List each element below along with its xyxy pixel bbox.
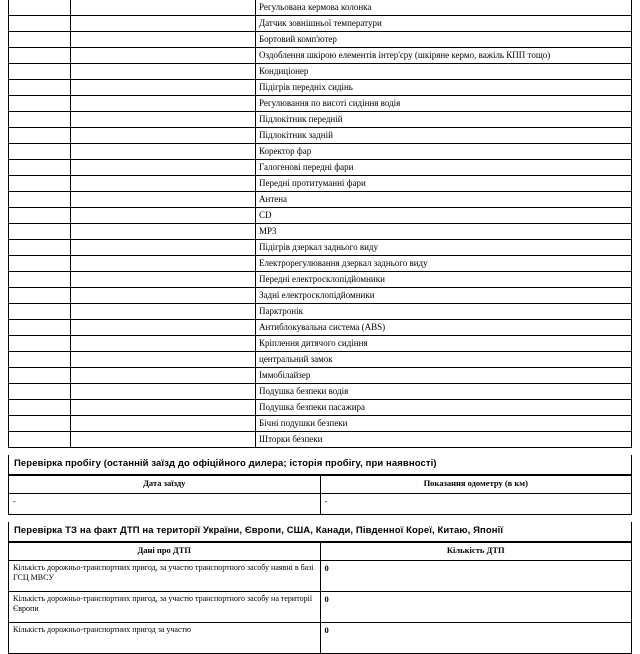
equipment-check-cell[interactable]: [9, 400, 71, 416]
equipment-table-body: [9, 0, 632, 448]
equipment-mid-cell: [71, 352, 256, 368]
equipment-name-cell: Підлокітник задній: [256, 128, 632, 144]
equipment-name-cell: Галогенові передні фари: [256, 160, 632, 176]
equipment-name-cell: Передні протитуманні фари: [256, 176, 632, 192]
equipment-check-cell[interactable]: [9, 336, 71, 352]
equipment-name-cell: Кріплення дитячого сидіння: [256, 336, 632, 352]
table-row: [9, 288, 632, 304]
mileage-section-title: Перевірка пробігу (останній заїзд до офіційного дилера; історія пробігу, при наявності): [14, 458, 437, 469]
equipment-name-cell: Підлокітник передній: [256, 112, 632, 128]
equipment-mid-cell: [71, 32, 256, 48]
table-row: [9, 320, 632, 336]
equipment-mid-cell: [71, 48, 256, 64]
equipment-name-cell: Підігрів передніх сидінь: [256, 80, 632, 96]
table-row: [9, 0, 632, 16]
equipment-mid-cell: [71, 224, 256, 240]
equipment-name-cell: Антена: [256, 192, 632, 208]
equipment-mid-cell: [71, 64, 256, 80]
equipment-name-cell: Регульована кермова колонка: [256, 0, 632, 16]
equipment-mid-cell: [71, 288, 256, 304]
equipment-name-cell: Парктронік: [256, 304, 632, 320]
equipment-mid-cell: [71, 208, 256, 224]
dtp-header-info: Дані про ДТП: [9, 543, 321, 561]
table-row: [9, 48, 632, 64]
equipment-mid-cell: [71, 160, 256, 176]
equipment-check-cell[interactable]: [9, 176, 71, 192]
equipment-mid-cell: [71, 112, 256, 128]
equipment-check-cell[interactable]: [9, 320, 71, 336]
dtp-section-title: Перевірка ТЗ на факт ДТП на території України, Європи, США, Канади, Південної Кореї, Китаю, Японії: [14, 525, 504, 536]
table-row: [9, 80, 632, 96]
dtp-section: [8, 522, 632, 542]
dtp-label-cell: Кількість дорожньо-транспортних пригод, за участю транспортного засобу наявні в базі ГСЦ МВСУ: [9, 561, 321, 592]
mileage-table: [8, 475, 632, 515]
dtp-label-cell: Кількість дорожньо-транспортних пригод, за участю транспортного засобу на території Європи: [9, 592, 321, 623]
dtp-count-cell: 0: [320, 561, 632, 592]
dtp-count-cell: 0: [320, 623, 632, 654]
mileage-date-cell: -: [9, 494, 321, 515]
table-row: [9, 623, 632, 654]
equipment-check-cell[interactable]: [9, 112, 71, 128]
equipment-name-cell: Передні електросклопідйомники: [256, 272, 632, 288]
equipment-mid-cell: [71, 304, 256, 320]
equipment-check-cell[interactable]: [9, 96, 71, 112]
equipment-table: [8, 0, 632, 448]
equipment-mid-cell: [71, 192, 256, 208]
table-row: [9, 64, 632, 80]
table-row: [9, 368, 632, 384]
table-row: [9, 112, 632, 128]
equipment-mid-cell: [71, 432, 256, 448]
equipment-name-cell: Електрорегулювання дзеркал заднього виду: [256, 256, 632, 272]
equipment-mid-cell: [71, 240, 256, 256]
equipment-mid-cell: [71, 16, 256, 32]
table-row: [9, 352, 632, 368]
spacer: [8, 448, 632, 455]
equipment-check-cell[interactable]: [9, 240, 71, 256]
table-row: [9, 336, 632, 352]
table-row: [9, 128, 632, 144]
dtp-table: [8, 542, 632, 654]
equipment-mid-cell: [71, 336, 256, 352]
equipment-check-cell[interactable]: [9, 192, 71, 208]
table-row: [9, 240, 632, 256]
mileage-table-body: [9, 494, 632, 515]
equipment-check-cell[interactable]: [9, 80, 71, 96]
equipment-name-cell: CD: [256, 208, 632, 224]
equipment-check-cell[interactable]: [9, 144, 71, 160]
equipment-check-cell[interactable]: [9, 272, 71, 288]
table-row: [9, 208, 632, 224]
equipment-check-cell[interactable]: [9, 224, 71, 240]
table-row: [9, 304, 632, 320]
equipment-name-cell: Підігрів дзеркал заднього виду: [256, 240, 632, 256]
mileage-header-row: [9, 476, 632, 494]
table-row: [9, 272, 632, 288]
equipment-mid-cell: [71, 400, 256, 416]
dtp-header-row: [9, 543, 632, 561]
table-row: [9, 416, 632, 432]
equipment-check-cell[interactable]: [9, 0, 71, 16]
equipment-check-cell[interactable]: [9, 48, 71, 64]
table-row: [9, 32, 632, 48]
mileage-odometer-cell: -: [320, 494, 632, 515]
equipment-mid-cell: [71, 320, 256, 336]
equipment-check-cell[interactable]: [9, 160, 71, 176]
equipment-mid-cell: [71, 272, 256, 288]
equipment-mid-cell: [71, 96, 256, 112]
equipment-check-cell[interactable]: [9, 384, 71, 400]
table-row: [9, 192, 632, 208]
equipment-mid-cell: [71, 80, 256, 96]
equipment-check-cell[interactable]: [9, 208, 71, 224]
table-row: [9, 176, 632, 192]
equipment-name-cell: Подушка безпеки водія: [256, 384, 632, 400]
equipment-name-cell: Регулювання по висоті сидіння водія: [256, 96, 632, 112]
equipment-name-cell: Антиблокувальна система (ABS): [256, 320, 632, 336]
equipment-mid-cell: [71, 176, 256, 192]
table-row: [9, 400, 632, 416]
equipment-name-cell: Подушка безпеки пасажира: [256, 400, 632, 416]
table-row: [9, 16, 632, 32]
dtp-header-count: Кількість ДТП: [320, 543, 632, 561]
table-row: [9, 384, 632, 400]
equipment-name-cell: Оздоблення шкірою елементів інтер'єру (шкіряне кермо, важіль КПП тощо): [256, 48, 632, 64]
equipment-mid-cell: [71, 0, 256, 16]
equipment-mid-cell: [71, 416, 256, 432]
equipment-mid-cell: [71, 384, 256, 400]
dtp-table-body: [9, 561, 632, 654]
equipment-mid-cell: [71, 256, 256, 272]
equipment-check-cell[interactable]: [9, 32, 71, 48]
table-row: [9, 592, 632, 623]
equipment-mid-cell: [71, 144, 256, 160]
equipment-mid-cell: [71, 128, 256, 144]
mileage-section: [8, 455, 632, 475]
equipment-name-cell: Бортовий комп'ютер: [256, 32, 632, 48]
dtp-table-head: [9, 543, 632, 561]
table-row: [9, 96, 632, 112]
dtp-label-cell: Кількість дорожньо-транспортних пригод за участю: [9, 623, 321, 654]
equipment-name-cell: Іммобілайзер: [256, 368, 632, 384]
dtp-count-cell: 0: [320, 592, 632, 623]
table-row: [9, 432, 632, 448]
equipment-check-cell[interactable]: [9, 128, 71, 144]
table-row: [9, 494, 632, 515]
equipment-check-cell[interactable]: [9, 256, 71, 272]
equipment-name-cell: центральний замок: [256, 352, 632, 368]
equipment-check-cell[interactable]: [9, 368, 71, 384]
spacer-2: [8, 515, 632, 522]
equipment-name-cell: Задні електросклопідйомники: [256, 288, 632, 304]
equipment-name-cell: Коректор фар: [256, 144, 632, 160]
equipment-check-cell[interactable]: [9, 64, 71, 80]
equipment-mid-cell: [71, 368, 256, 384]
equipment-check-cell[interactable]: [9, 304, 71, 320]
equipment-name-cell: Датчик зовнішньої температури: [256, 16, 632, 32]
mileage-header-odometer: Показання одометру (в км): [320, 476, 632, 494]
equipment-name-cell: Бічні подушки безпеки: [256, 416, 632, 432]
equipment-check-cell[interactable]: [9, 432, 71, 448]
equipment-name-cell: Кондиціонер: [256, 64, 632, 80]
equipment-check-cell[interactable]: [9, 416, 71, 432]
equipment-check-cell[interactable]: [9, 288, 71, 304]
mileage-header-date: Дата заїзду: [9, 476, 321, 494]
mileage-table-head: [9, 476, 632, 494]
table-row: [9, 160, 632, 176]
table-row: [9, 256, 632, 272]
table-row: [9, 144, 632, 160]
equipment-name-cell: MP3: [256, 224, 632, 240]
table-row: [9, 561, 632, 592]
equipment-check-cell[interactable]: [9, 352, 71, 368]
table-row: [9, 224, 632, 240]
equipment-name-cell: Шторки безпеки: [256, 432, 632, 448]
equipment-check-cell[interactable]: [9, 16, 71, 32]
